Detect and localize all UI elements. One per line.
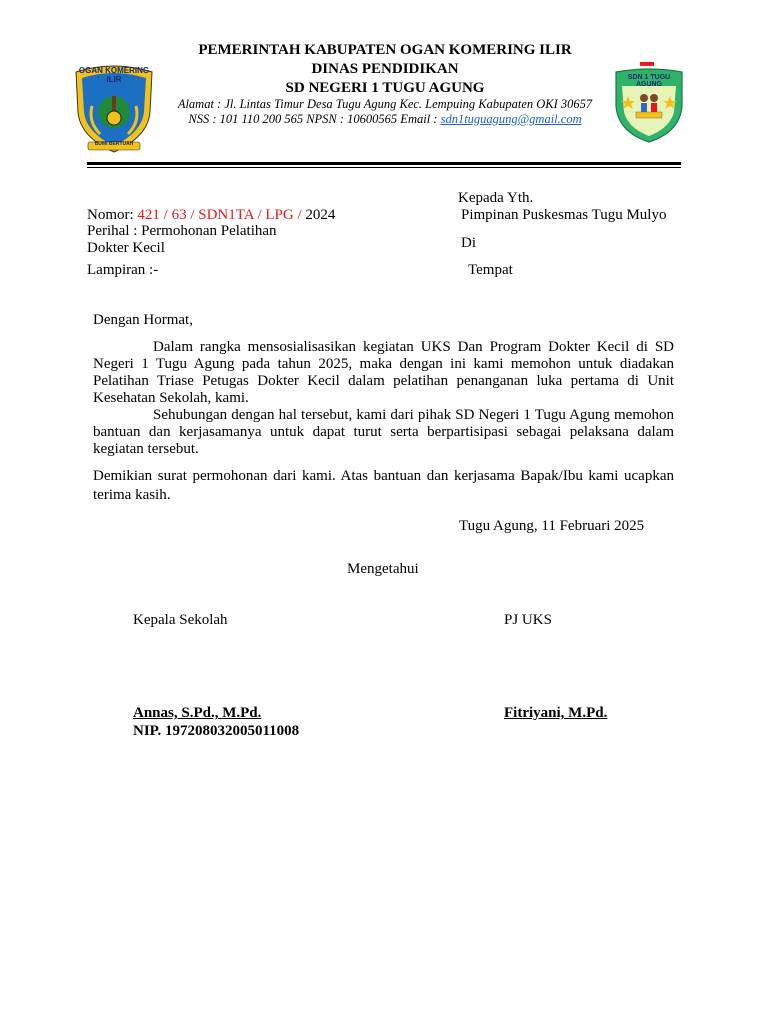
paragraph-1-line-2: Negeri 1 Tugu Agung pada tahun 2025, maka dengan ini kami memohon untuk diadakan — [93, 356, 674, 372]
paragraph-3 — [93, 467, 674, 504]
regency-emblem-icon — [70, 62, 158, 154]
paragraph-3-line-2: terima kasih. — [93, 487, 171, 503]
header-address: Alamat : Jl. Lintas Timur Desa Tugu Agung Kec. Lempuing Kabupaten OKI 30657 — [177, 97, 593, 111]
signer-right-title: PJ UKS — [504, 612, 552, 628]
paragraph-1 — [93, 339, 674, 407]
mengetahui-label: Mengetahui — [347, 561, 419, 577]
lampiran-line: Lampiran :- — [87, 262, 159, 278]
school-logo-top-text: SDN 1 TUGU AGUNG — [627, 74, 671, 88]
perihal-line-2: Dokter Kecil — [87, 240, 165, 256]
place-date: Tugu Agung, 11 Februari 2025 — [459, 518, 645, 534]
perihal-line-1: Perihal : Permohonan Pelatihan — [87, 223, 277, 239]
regency-emblem-top-text: OGAN KOMERING ILIR — [78, 66, 150, 84]
recipient-line-1: Kepada Yth. — [458, 190, 534, 206]
paragraph-2-line-1: Sehubungan dengan hal tersebut, kami dari pihak SD Negeri 1 Tugu Agung memohon — [153, 407, 674, 423]
paragraph-1-line-1: Dalam rangka mensosialisasikan kegiatan UKS Dan Program Dokter Kecil di SD — [153, 339, 674, 355]
header-rule-thin — [87, 167, 681, 168]
nomor-separator: : — [129, 207, 138, 223]
nomor-line — [87, 207, 335, 224]
paragraph-2-line-2: bantuan dan kerjasamanya untuk dapat turut serta berpartisipasi sebagai pelaksana dalam — [93, 424, 674, 440]
recipient-line-3: Di — [461, 235, 476, 251]
paragraph-1-line-4: Kesehatan Sekolah, kami. — [93, 390, 249, 406]
school-logo-icon — [612, 62, 686, 144]
regency-emblem-bottom-text: BUMI BERTUAH — [94, 141, 134, 147]
header-line-2: DINAS PENDIDIKAN — [311, 61, 459, 77]
paragraph-3-line-1: Demikian surat permohonan dari kami. Atas bantuan dan kerjasama Bapak/Ibu kami ucapkan — [93, 468, 674, 484]
paragraph-2 — [93, 407, 674, 458]
signer-right-name: Fitriyani, M.Pd. — [504, 705, 608, 721]
header-line-3: SD NEGERI 1 TUGU AGUNG — [285, 80, 485, 96]
nomor-year: 2024 — [305, 207, 336, 223]
email-link[interactable]: sdn1tuguagung@gmail.com — [440, 112, 582, 126]
nomor-label: Nomor — [87, 207, 130, 223]
header-identity — [150, 111, 620, 127]
nomor-value: 421 / 63 / SDN1TA / LPG / — [137, 207, 306, 223]
header-line-1: PEMERINTAH KABUPATEN OGAN KOMERING ILIR — [198, 42, 572, 58]
paragraph-1-line-3: Pelatihan Triase Petugas Dokter Kecil dalam pelatihan penanganan luka pertama di Unit — [93, 373, 674, 389]
paragraph-2-line-3: kegiatan tersebut. — [93, 441, 199, 457]
signer-left-title: Kepala Sekolah — [133, 612, 228, 628]
header-nss-npsn: NSS : 101 110 200 565 NPSN : 10600565 Email : — [188, 112, 441, 126]
greeting: Dengan Hormat, — [93, 312, 193, 328]
signer-left-nip: NIP. 197208032005011008 — [133, 723, 300, 739]
signer-left-name: Annas, S.Pd., M.Pd. — [133, 705, 262, 721]
recipient-line-4: Tempat — [468, 262, 513, 278]
header-rule-thick — [87, 162, 681, 165]
recipient-line-2: Pimpinan Puskesmas Tugu Mulyo — [461, 207, 667, 223]
